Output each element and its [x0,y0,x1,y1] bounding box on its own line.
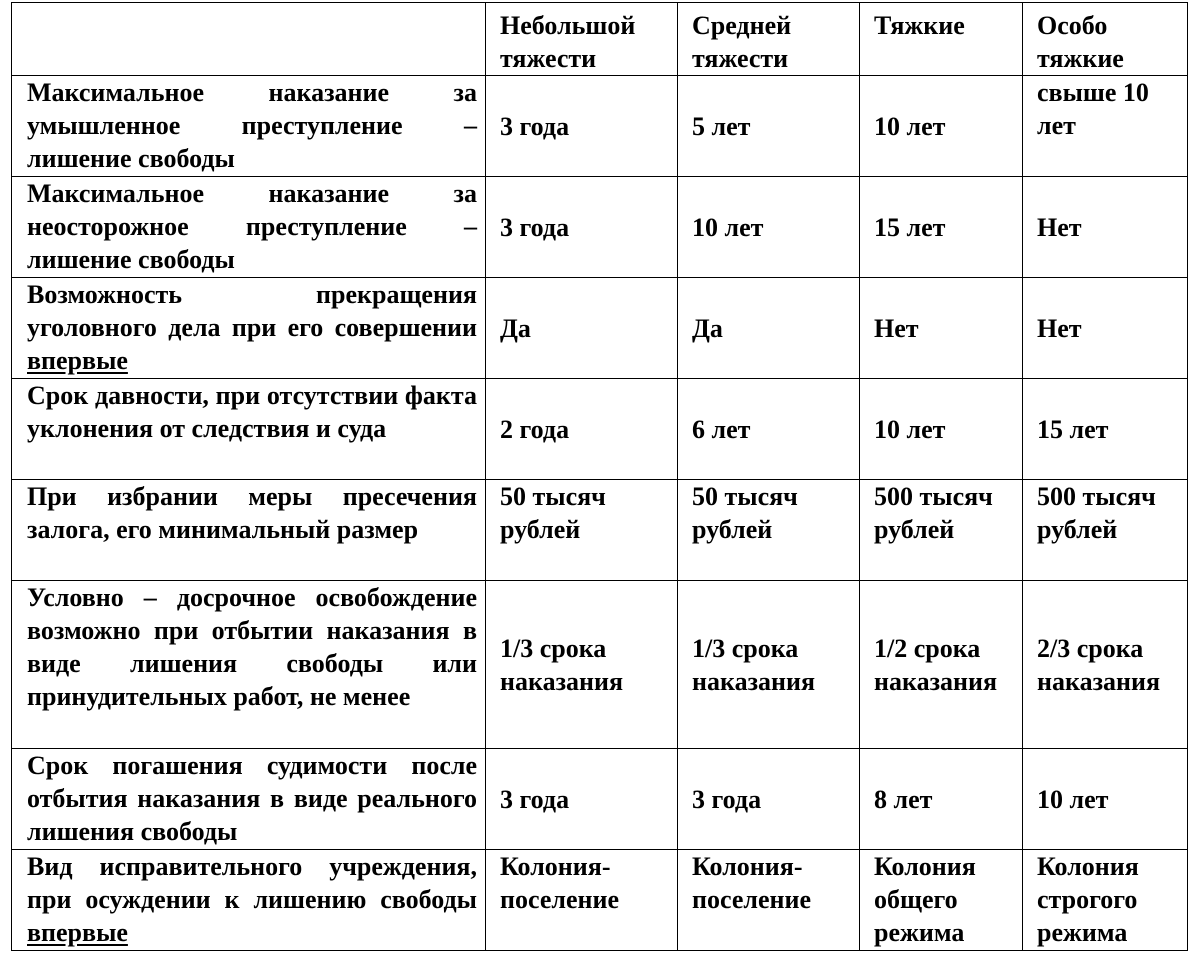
row-label: Условно – досрочное освобождение возможно при отбытии наказания в виде лишения свободы или принудительных работ, не менее [12,581,486,749]
table-cell: 5 лет [678,76,860,177]
table-cell: 2 года [486,379,678,480]
table-cell: 500 тысяч рублей [860,480,1023,581]
table-cell: свыше 10 лет [1023,76,1188,177]
table-row [12,480,1188,581]
row-label-text: Вид исправительного учреждения, при осуждении к лишению свободы [27,852,477,914]
table-cell: 3 года [486,749,678,850]
table-cell: 3 года [486,177,678,278]
table-cell: Колония общего режима [860,850,1023,951]
table-cell: 8 лет [860,749,1023,850]
header-row [12,3,1188,76]
row-label-underlined: впервые [27,346,128,375]
table-cell: Нет [1023,177,1188,278]
row-label: Срок давности, при отсутствии факта уклонения от следствия и суда [12,379,486,480]
header-minor-gravity: Небольшой тяжести [486,3,678,76]
table-cell: 50 тысяч рублей [486,480,678,581]
table-row [12,850,1188,951]
table-cell: Да [486,278,678,379]
table-cell: 1/3 срока наказания [486,581,678,749]
row-label [12,850,486,951]
table-cell: 2/3 срока наказания [1023,581,1188,749]
table-cell: 10 лет [860,76,1023,177]
table-cell: Колония-поселение [486,850,678,951]
row-label: При избрании меры пресечения залога, его минимальный размер [12,480,486,581]
header-grave: Тяжкие [860,3,1023,76]
row-label [12,278,486,379]
table-row [12,749,1188,850]
table-row [12,581,1188,749]
table-cell: 6 лет [678,379,860,480]
table-cell: 50 тысяч рублей [678,480,860,581]
table-cell: 15 лет [1023,379,1188,480]
table-cell: Нет [860,278,1023,379]
row-label: Срок погашения судимости после отбытия наказания в виде реального лишения свободы [12,749,486,850]
header-medium-gravity: Средней тяжести [678,3,860,76]
table-cell: 500 тысяч рублей [1023,480,1188,581]
table-cell: Колония строгого режима [1023,850,1188,951]
header-especially-grave: Особо тяжкие [1023,3,1188,76]
table-cell: Да [678,278,860,379]
crime-categories-table [11,2,1188,951]
table-row [12,76,1188,177]
table-row [12,379,1188,480]
table-row [12,278,1188,379]
table-cell: 1/3 срока наказания [678,581,860,749]
table-cell: 3 года [486,76,678,177]
row-label: Максимальное наказание за неосторожное преступление – лишение свободы [12,177,486,278]
table-cell: 10 лет [1023,749,1188,850]
table-cell: 15 лет [860,177,1023,278]
header-corner-cell [12,3,486,76]
table-cell: 10 лет [860,379,1023,480]
table-row [12,177,1188,278]
table-cell: 10 лет [678,177,860,278]
row-label-underlined: впервые [27,918,128,947]
table-cell: Нет [1023,278,1188,379]
table-cell: 1/2 срока наказания [860,581,1023,749]
row-label: Максимальное наказание за умышленное преступление – лишение свободы [12,76,486,177]
row-label-text: Возможность прекращения уголовного дела при его совершении [27,280,477,342]
table-cell: Колония-поселение [678,850,860,951]
table-cell: 3 года [678,749,860,850]
